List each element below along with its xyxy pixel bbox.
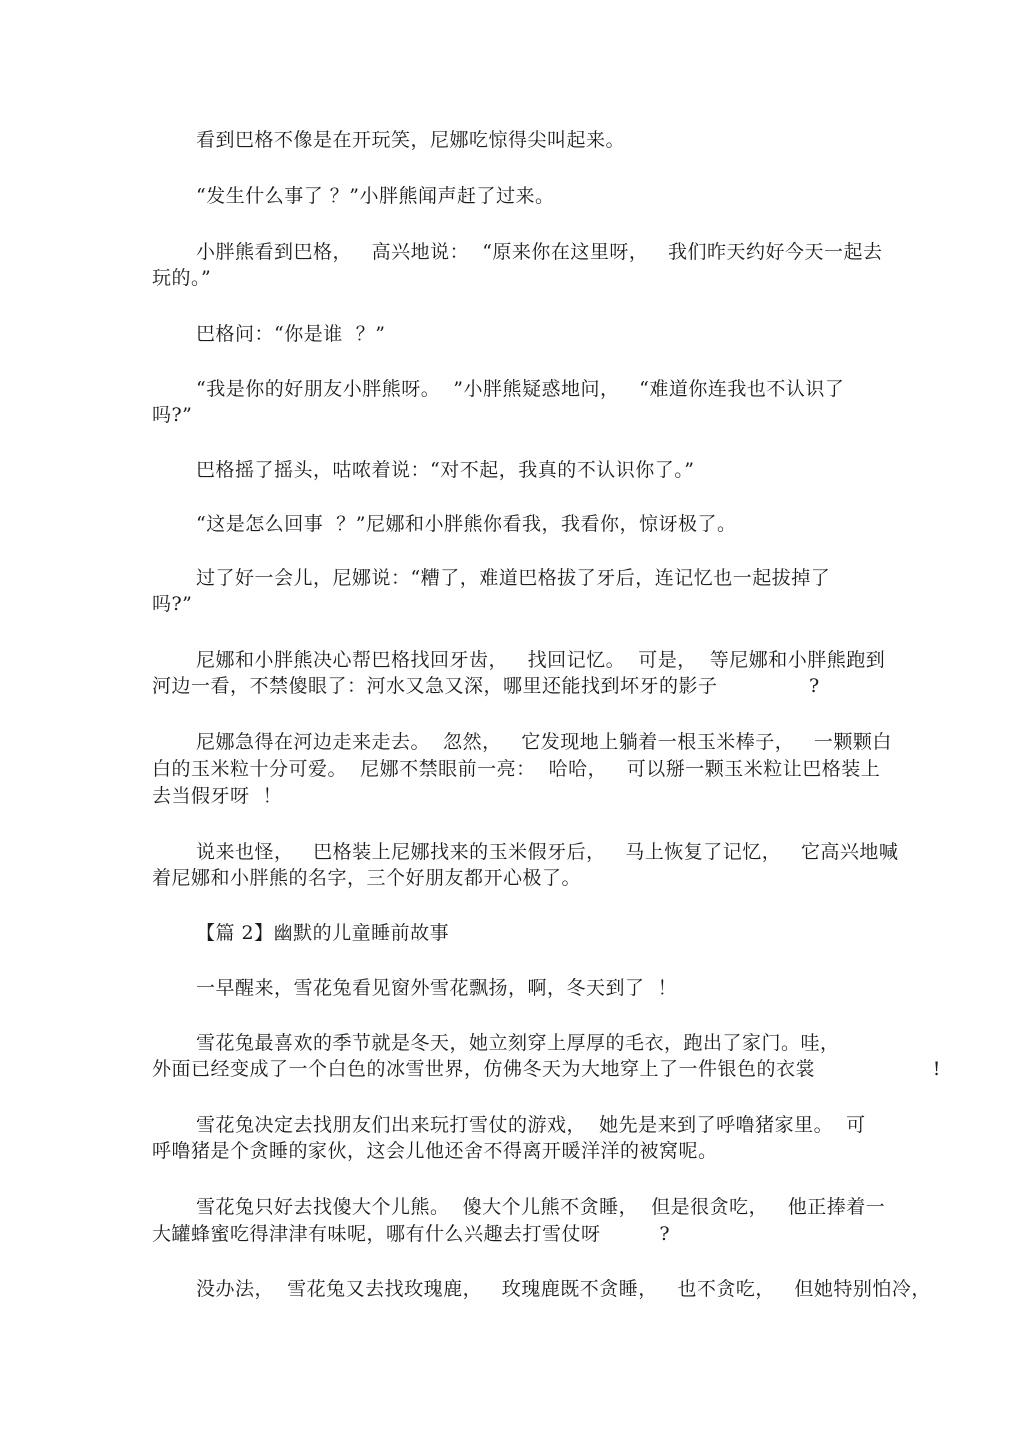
paragraph-line: 雪花兔最喜欢的季节就是冬天，她立刻穿上厚厚的毛衣，跑出了家门。哇， <box>196 1032 840 1054</box>
paragraph-line: 巴格摇了摇头，咕哝着说：“对不起，我真的不认识你了。” <box>196 459 695 481</box>
paragraph-line: 巴格问：“你是谁 ？” <box>196 323 386 345</box>
paragraph-line: 没办法， 雪花兔又去找玫瑰鹿， 玫瑰鹿既不贪睡， 也不贪吃， 但她特别怕冷， <box>196 1278 931 1300</box>
paragraph-line: 呼噜猪是个贪睡的家伙，这会儿他还舍不得离开暖洋洋的被窝呢。 <box>152 1140 718 1162</box>
paragraph-line: “我是你的好朋友小胖熊呀。 ”小胖熊疑惑地问， “难道你连我也不认识了 <box>196 378 845 400</box>
paragraph-line: “发生什么事了 ？”小胖熊闻声赶了过来。 <box>196 185 555 207</box>
paragraph-line: 雪花兔决定去找朋友们出来玩打雪仗的游戏， 她先是来到了呼噜猪家里。 可 <box>196 1114 866 1136</box>
paragraph-line: 吗?” <box>152 593 193 615</box>
paragraph-line: 说来也怪， 巴格装上尼娜找来的玉米假牙后， 马上恢复了记忆， 它高兴地喊 <box>196 841 899 863</box>
paragraph-line: 白的玉米粒十分可爱。 尼娜不禁眼前一亮： 哈哈， 可以掰一颗玉米粒让巴格装上 <box>152 758 881 780</box>
paragraph-line: 着尼娜和小胖熊的名字，三个好朋友都开心极了。 <box>152 867 582 889</box>
paragraph-line: 过了好一会儿，尼娜说：“糟了，难道巴格拔了牙后，连记忆也一起拔掉了 <box>196 567 831 589</box>
paragraph-line: 看到巴格不像是在开玩笑，尼娜吃惊得尖叫起来。 <box>196 129 626 151</box>
paragraph-line: 大罐蜂蜜吃得津津有味呢，哪有什么兴趣去打雪仗呀 ? <box>152 1223 671 1245</box>
paragraph-line: 尼娜和小胖熊决心帮巴格找回牙齿， 找回记忆。 可是， 等尼娜和小胖熊跑到 <box>196 649 886 671</box>
paragraph-line: 玩的。” <box>152 267 212 289</box>
paragraph-line: 外面已经变成了一个白色的冰雪世界，仿佛冬天为大地穿上了一件银色的衣裳 ! <box>152 1058 941 1080</box>
paragraph-line: 河边一看，不禁傻眼了：河水又急又深，哪里还能找到坏牙的影子 ? <box>152 675 820 697</box>
section-heading: 【篇 2】幽默的儿童睡前故事 <box>196 922 450 944</box>
paragraph-line: 雪花兔只好去找傻大个儿熊。 傻大个儿熊不贪睡， 但是很贪吃， 他正捧着一 <box>196 1196 886 1218</box>
paragraph-line: 吗?” <box>152 404 193 426</box>
paragraph-line: “这是怎么回事 ？”尼娜和小胖熊你看我，我看你，惊讶极了。 <box>196 513 737 535</box>
paragraph-line: 一早醒来，雪花兔看见窗外雪花飘扬，啊，冬天到了 ！ <box>196 977 678 999</box>
paragraph-line: 小胖熊看到巴格， 高兴地说： “原来你在这里呀， 我们昨天约好今天一起去 <box>196 241 883 263</box>
paragraph-line: 尼娜急得在河边走来走去。 忽然， 它发现地上躺着一根玉米棒子， 一颗颗白 <box>196 731 892 753</box>
paragraph-line: 去当假牙呀 ！ <box>152 785 283 807</box>
